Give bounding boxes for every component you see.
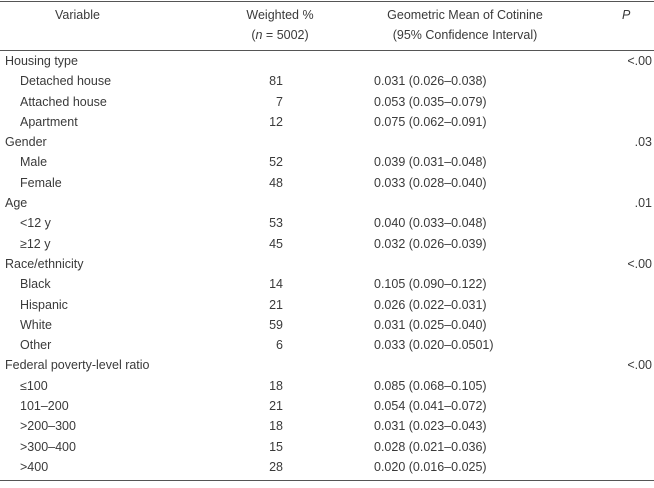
row-weighted-percent: 15 <box>269 439 283 454</box>
row-weighted-percent: 45 <box>269 236 283 251</box>
header-weighted-n-symbol: n <box>255 28 263 42</box>
table-row <box>0 315 654 335</box>
table-body <box>0 51 654 477</box>
row-label: Detached house <box>20 74 112 89</box>
row-label: Federal poverty-level ratio <box>5 358 150 373</box>
row-label: White <box>20 317 52 332</box>
row-geometric-mean: 0.031 (0.026–0.038) <box>374 74 487 89</box>
header-weighted-n-value: = 5002) <box>262 28 309 42</box>
header-geometric-mean <box>360 5 570 45</box>
header-weighted-title: Weighted % <box>246 8 314 22</box>
table-row <box>0 396 654 416</box>
row-label: >400 <box>20 459 49 474</box>
row-label: Other <box>20 338 52 353</box>
row-label: Female <box>20 175 62 190</box>
row-label: 101–200 <box>20 399 69 414</box>
row-weighted-percent: 18 <box>269 378 283 393</box>
row-geometric-mean: 0.032 (0.026–0.039) <box>374 236 487 251</box>
row-label: ≥12 y <box>20 236 51 251</box>
row-label: Age <box>5 196 28 211</box>
table-row <box>0 112 654 132</box>
row-geometric-mean: 0.031 (0.025–0.040) <box>374 317 487 332</box>
table-top-rule <box>0 1 654 2</box>
table-row <box>0 457 654 477</box>
table-row <box>0 71 654 91</box>
row-geometric-mean: 0.028 (0.021–0.036) <box>374 439 487 454</box>
table-group-row <box>0 193 654 213</box>
header-variable: Variable <box>55 8 100 22</box>
row-geometric-mean: 0.039 (0.031–0.048) <box>374 155 487 170</box>
row-weighted-percent: 7 <box>276 94 283 109</box>
row-weighted-percent: 21 <box>269 399 283 414</box>
row-label: <12 y <box>20 216 51 231</box>
row-label: ≤100 <box>20 378 48 393</box>
row-geometric-mean: 0.105 (0.090–0.122) <box>374 277 487 292</box>
row-label: >200–300 <box>20 419 76 434</box>
table-row <box>0 437 654 457</box>
row-geometric-mean: 0.085 (0.068–0.105) <box>374 378 487 393</box>
row-geometric-mean: 0.033 (0.020–0.0501) <box>374 338 494 353</box>
row-p-value: .01 <box>634 196 652 211</box>
row-label: Hispanic <box>20 297 68 312</box>
table-row <box>0 335 654 355</box>
row-label: Housing type <box>5 54 78 68</box>
table-row <box>0 274 654 294</box>
row-geometric-mean: 0.054 (0.041–0.072) <box>374 399 487 414</box>
table-group-row <box>0 254 654 274</box>
header-weighted-open: ( <box>251 28 256 42</box>
table-row <box>0 295 654 315</box>
row-geometric-mean: 0.026 (0.022–0.031) <box>374 297 487 312</box>
table-row <box>0 152 654 172</box>
row-label: Black <box>20 277 51 292</box>
row-weighted-percent: 48 <box>269 175 283 190</box>
header-gm-ci: (95% Confidence Interval) <box>392 28 538 42</box>
row-geometric-mean: 0.053 (0.035–0.079) <box>374 94 487 109</box>
row-geometric-mean: 0.020 (0.016–0.025) <box>374 459 487 474</box>
row-weighted-percent: 18 <box>269 419 283 434</box>
row-weighted-percent: 14 <box>269 277 283 292</box>
row-label: Male <box>20 155 48 170</box>
table-bottom-rule <box>0 480 654 481</box>
row-weighted-percent: 6 <box>276 338 283 353</box>
row-geometric-mean: 0.033 (0.028–0.040) <box>374 175 487 190</box>
row-weighted-percent: 28 <box>269 459 283 474</box>
header-weighted <box>230 5 330 45</box>
header-gm-title: Geometric Mean of Cotinine <box>387 8 543 22</box>
row-geometric-mean: 0.075 (0.062–0.091) <box>374 114 487 129</box>
row-p-value: <.00 <box>627 358 652 373</box>
row-weighted-percent: 59 <box>269 317 283 332</box>
row-label: Gender <box>5 135 47 150</box>
table-group-row <box>0 132 654 152</box>
row-label: Apartment <box>20 114 78 129</box>
header-weighted-n <box>230 25 330 45</box>
row-weighted-percent: 21 <box>269 297 283 312</box>
row-p-value: <.00 <box>627 54 652 68</box>
row-weighted-percent: 81 <box>269 74 283 89</box>
row-label: Attached house <box>20 94 107 109</box>
row-p-value: <.00 <box>627 256 652 271</box>
table-row <box>0 92 654 112</box>
row-label: >300–400 <box>20 439 76 454</box>
row-weighted-percent: 12 <box>269 114 283 129</box>
row-geometric-mean: 0.040 (0.033–0.048) <box>374 216 487 231</box>
table-group-row <box>0 51 654 71</box>
table-row <box>0 234 654 254</box>
row-label: Race/ethnicity <box>5 256 84 271</box>
table-row <box>0 213 654 233</box>
row-weighted-percent: 53 <box>269 216 283 231</box>
header-p-value: P <box>622 8 631 22</box>
table-row <box>0 376 654 396</box>
table-row <box>0 173 654 193</box>
table-row <box>0 416 654 436</box>
row-weighted-percent: 52 <box>269 155 283 170</box>
row-geometric-mean: 0.031 (0.023–0.043) <box>374 419 487 434</box>
table-group-row <box>0 355 654 375</box>
row-p-value: .03 <box>634 135 652 150</box>
